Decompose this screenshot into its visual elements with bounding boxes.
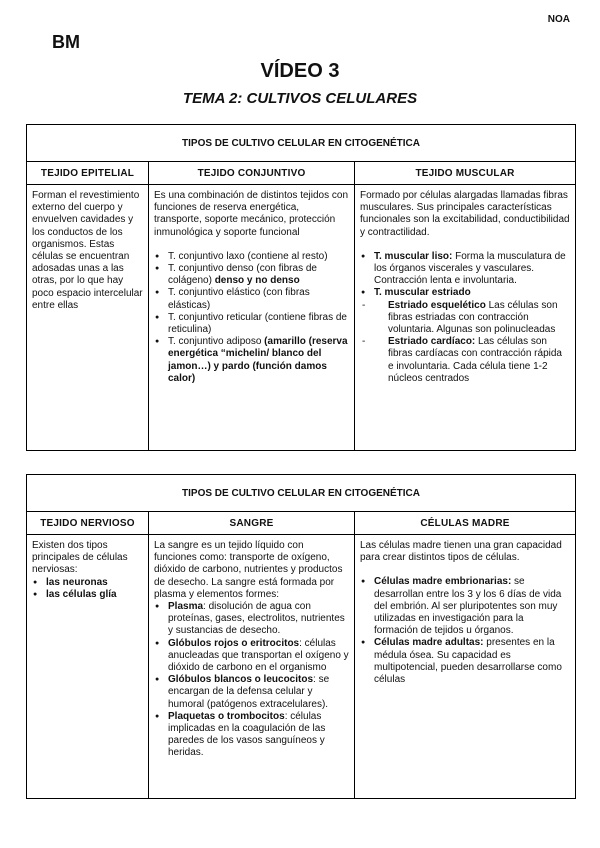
estriado-sublist [360, 300, 570, 385]
list-item: ● las neuronas [32, 577, 143, 589]
list-item: ● T. conjuntivo elástico (con fibras elásticas) [154, 287, 349, 311]
nervioso-list [32, 577, 143, 601]
madre-list [360, 576, 570, 686]
list-item: - Estriado cardíaco: Las células son fibras cardíacas con contracción rápida e involuntaria. Cada célula tiene 1-2 núcleos centrados [360, 336, 570, 385]
list-item: ● T. muscular liso: Forma la musculatura de los órganos viscerales y vasculares. Contracción lenta e involuntaria. [360, 251, 570, 288]
list-item: ● las células glía [32, 589, 143, 601]
page-title: VÍDEO 3 [260, 60, 340, 82]
list-item: ● Glóbulos blancos o leucocitos: se encargan de la defensa celular y humoral (patógenos extracelulares). [154, 674, 349, 711]
list-item: ● T. conjuntivo adiposo (amarillo (reserva energética “michelin/ blanco del jamon…) y pardo (función damos calor) [154, 336, 349, 385]
section-code: BM [52, 32, 80, 52]
corner-label: NOA [547, 14, 570, 25]
table-heading: TIPOS DE CULTIVO CELULAR EN CITOGENÉTICA [27, 475, 576, 512]
tissue-table-1 [26, 124, 576, 451]
sangre-cell [149, 535, 355, 799]
conjuntivo-intro: Es una combinación de distintos tejidos con funciones de reserva energética, transporte, soporte mecánico, protección inmunológica y soporte funcional [154, 190, 349, 238]
page-subtitle: TEMA 2: CULTIVOS CELULARES [182, 90, 418, 107]
table-heading: TIPOS DE CULTIVO CELULAR EN CITOGENÉTICA [27, 125, 576, 162]
column-header: TEJIDO CONJUNTIVO [149, 162, 355, 185]
column-header: TEJIDO MUSCULAR [355, 162, 576, 185]
sangre-intro: La sangre es un tejido líquido con funciones como: transporte de oxígeno, dióxido de carbono, nutrientes y productos de desecho. La sangre está formada por plasma y elementos formes: [154, 540, 343, 600]
list-item: ● Glóbulos rojos o eritrocitos: células anucleadas que transportan el oxígeno y dióxido de carbono en el organismo [154, 638, 349, 675]
list-item: ● Plasma: disolución de agua con proteínas, gases, electrolitos, nutrientes y sustancias de desecho. [154, 601, 349, 638]
list-item: ● Células madre adultas: presentes en la médula ósea. Su capacidad es multipotencial, pueden desarrollarse como células [360, 637, 570, 686]
list-item: ● Células madre embrionarias: se desarrollan entre los 3 y los 6 días de vida del embrión. Al ser pluripotentes son muy utilizadas en investigación para la formación de tejidos u órganos. [360, 576, 570, 637]
muscular-cell [355, 185, 576, 451]
list-item: ● T. conjuntivo denso (con fibras de colágeno) denso y no denso [154, 263, 349, 287]
column-header: TEJIDO EPITELIAL [27, 162, 149, 185]
epitelial-cell [27, 185, 149, 451]
madre-intro: Las células madre tienen una gran capacidad para crear distintos tipos de células. [360, 540, 562, 564]
list-item: ● T. conjuntivo laxo (contiene al resto) [154, 251, 349, 263]
column-header: SANGRE [149, 512, 355, 535]
muscular-intro: Formado por células alargadas llamadas fibras musculares. Sus principales características funcionales son la excitabilidad, conductibilidad y contractilidad. [360, 190, 570, 238]
conjuntivo-cell [149, 185, 355, 451]
nervioso-intro: Existen dos tipos principales de células nerviosas: [32, 540, 128, 576]
column-header: TEJIDO NERVIOSO [27, 512, 149, 535]
epitelial-text: Forman el revestimiento externo del cuerpo y envuelven cavidades y los conductos de los organismos. Estas células se encuentran adosadas unas a las otras, por lo que hay poco espacio intercelular entre ellas [32, 190, 143, 311]
nervioso-cell [27, 535, 149, 799]
sangre-list [154, 601, 349, 760]
conjuntivo-list [154, 251, 349, 385]
muscular-list [360, 251, 570, 300]
madre-cell [355, 535, 576, 799]
tissue-table-2 [26, 474, 576, 799]
list-item: ● T. muscular estriado [360, 287, 570, 299]
list-item: ● T. conjuntivo reticular (contiene fibras de reticulina) [154, 312, 349, 336]
list-item: - Estriado esquelético Las células son fibras estriadas con contracción voluntaria. Algunas son polinucleadas [360, 300, 570, 337]
column-header: CÉLULAS MADRE [355, 512, 576, 535]
list-item: ● Plaquetas o trombocitos: células implicadas en la coagulación de las paredes de los vasos sanguíneos y heridas. [154, 711, 349, 760]
